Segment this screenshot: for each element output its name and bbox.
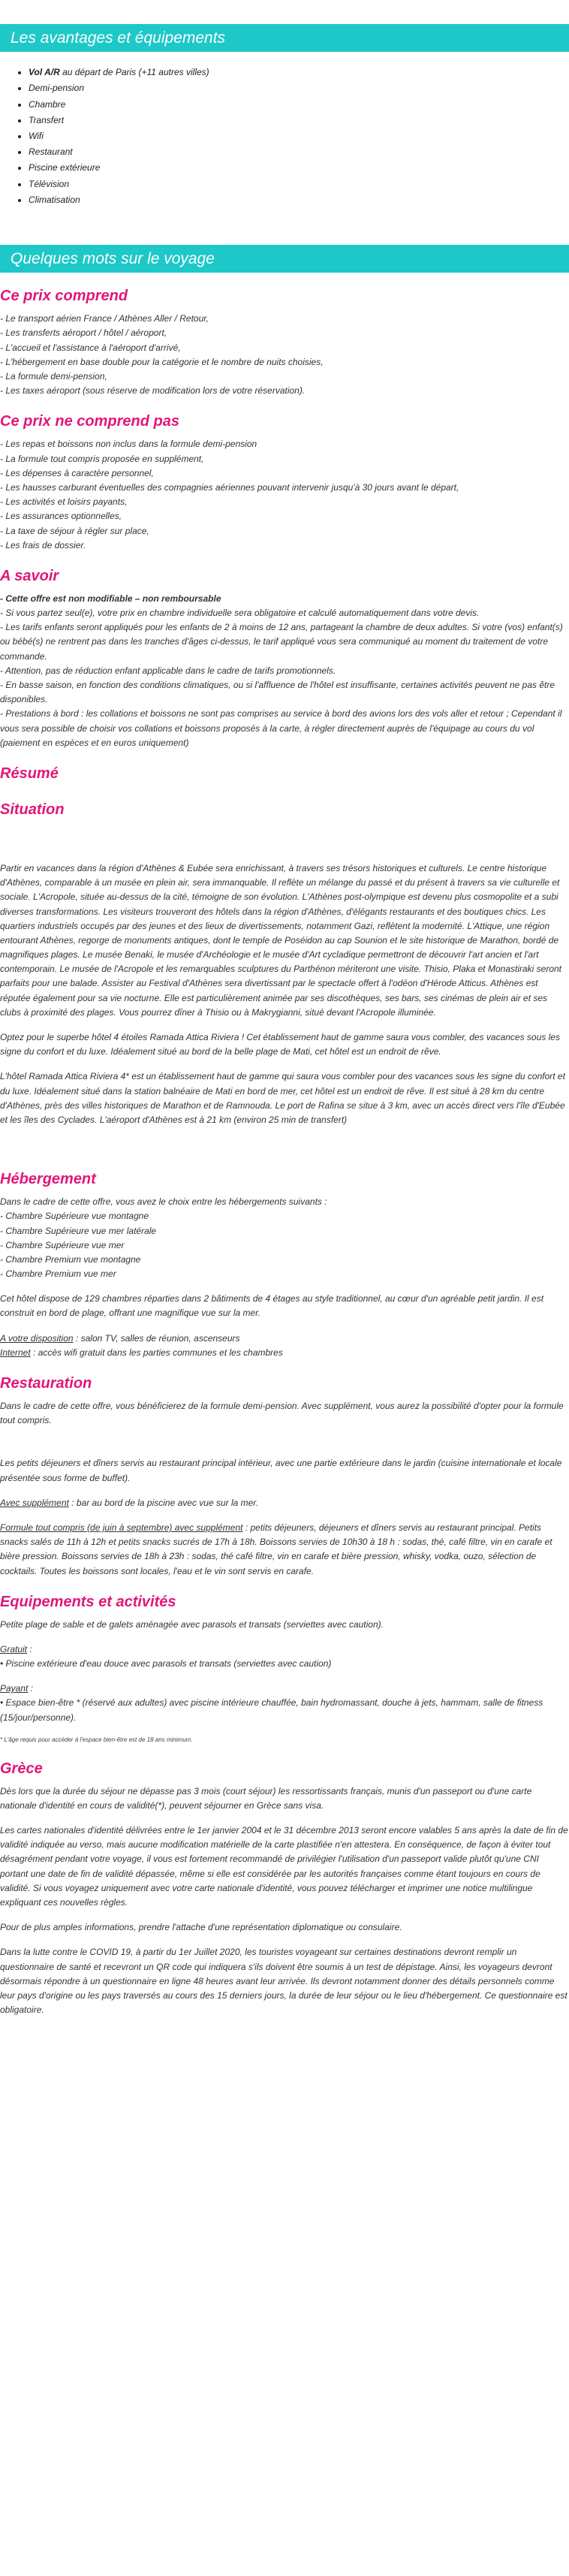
age-note: * L'âge requis pour accéder à l'espace bien-être est de 18 ans minimum. [0,1736,193,1743]
spacer [0,1138,569,1156]
feature-item [29,65,569,80]
heading-grece: Grèce [0,1760,43,1777]
supplement-text: : bar au bord de la piscine avec vue sur la mer. [68,1497,259,1508]
payant-label: Payant [0,1683,29,1694]
heading-a-savoir: A savoir [0,567,59,584]
grece-paragraph-1: Dès lors que la durée du séjour ne dépasse pas 3 mois (court séjour) les ressortissants français, munis d'un passeport ou d'une carte nationale d'identité en cours de validité(*), peuvent séjourner en Grèce sans visa. [0,1785,532,1811]
list-line: - Les assurances optionnelles, [0,511,122,522]
restauration-paragraph-2: Les petits déjeuners et dîners servis au restaurant principal intérieur, avec une partie extérieure dans le jardin (cuisine internationale et locale présentée sous forme de buffet). [0,1458,562,1483]
formule-label: Formule tout compris (de juin à septembre) avec supplément [0,1522,243,1533]
hebergement-paragraph: Cet hôtel dispose de 129 chambres réparties dans 2 bâtiments de 4 étages au style traditionnel, au cœur d'un agréable petit jardin. Il est construit en bord de plage, offrant une magnifique vue sur la mer. [0,1293,544,1319]
heading-equipements: Equipements et activités [0,1593,176,1610]
list-line: - La formule demi-pension, [0,371,107,382]
disposition-label: A votre disposition [0,1332,74,1344]
internet-text: : accès wifi gratuit dans les parties communes et les chambres [30,1347,283,1358]
list-line: - Chambre Supérieure vue mer [0,1239,125,1250]
heading-resume: Résumé [0,765,59,782]
situation-paragraph-3: L'hôtel Ramada Attica Riviera 4* est un établissement haut de gamme qui saura vous combler pour des vacances sous les signe du confort et du luxe. Idéalement situé dans la station balnéaire de Mati en bord de mer, cet hôtel est un endroit de rêve. Il est situé à 28 km du centre d'Athènes, près des villes historiques de Marathon et de Ramnouda. Le port de Rafina se situe à 3 km, avec un accès direct vers l'île d'Eubée et les îles des Cyclades. L'aéroport d'Athènes est à 21 km (environ 25 min de transfert) [0,1071,565,1125]
payant-item: • Espace bien-être * (réservé aux adultes) avec piscine intérieure chauffée, bain hydromassant, douche à jets, hammam, salle de fitness (15/jour/personne). [0,1697,543,1723]
hebergement-internet [0,1346,569,1360]
equipements-intro: Petite plage de sable et de galets aménagée avec parasols et transats (serviettes avec caution). [0,1618,384,1630]
features-list [0,65,569,207]
disposition-text: : salon TV, salles de réunion, ascenseurs [73,1332,240,1344]
list-line: - Le transport aérien France / Athènes Aller / Retour, [0,313,209,324]
list-line: - Les frais de dossier. [0,539,86,550]
list-line: - Chambre Supérieure vue montagne [0,1211,149,1222]
list-line: - L'accueil et l'assistance à l'aéroport d'arrivé, [0,342,181,353]
hebergement-intro: Dans le cadre de cette offre, vous avez le choix entre les hébergements suivants : [0,1196,327,1208]
section-banner-quelques-mots: Quelques mots sur le voyage [0,245,569,273]
a-savoir-bold-line: - Cette offre est non modifiable – non remboursable [0,593,221,604]
payant-heading: Payant : [0,1683,34,1694]
section-banner-avantages: Les avantages et équipements [0,24,569,52]
heading-restauration: Restauration [0,1375,92,1392]
feature-item: • Chambre [29,98,569,112]
internet-label: Internet [0,1347,31,1358]
hebergement-list [0,1209,569,1281]
grece-paragraph-2: Les cartes nationales d'identité délivrées entre le 1er janvier 2004 et le 31 décembre 2013 seront encore valables 5 ans après la date de fin de validité indiquée au verso, mais aucune modification matérielle de la carte plastifiée n'en attestera. En conséquence, de façon à éviter tout désagrément pendant votre voyage, il vous est fortement recommandé de privilégier l'utilisation d'un passeport valide plutôt qu'une CNI portant une date de fin de validité dépassée, même si elle est considérée par les autorités françaises comme étant toujours en cours de validité. Si vous voyagez uniquement avec votre carte nationale d'identité, vous pouvez télécharger et imprimer une notice multilingue expliquant ces nouvelles règles. [0,1825,568,1908]
feature-item-bold: Vol A/R [29,67,60,78]
spacer [0,825,569,861]
list-line: - Les activités et loisirs payants, [0,496,128,508]
feature-item: • Climatisation [29,193,569,207]
gratuit-item: • Piscine extérieure d'eau douce avec parasols et transats (serviettes avec caution) [0,1658,332,1670]
situation-paragraph-2: Optez pour le superbe hôtel 4 étoiles Ramada Attica Riviera ! Cet établissement haut de gamme saura vous combler, des vacances sous les signe du confort et du luxe. Idéalement situé au bord de la belle plage de Mati, cet hôtel est un endroit de rêve. [0,1032,560,1057]
list-line: - Chambre Supérieure vue mer latérale [0,1225,157,1236]
a-savoir-text: - Si vous partez seul(e), votre prix en chambre individuelle sera obligatoire et calculé automatiquement dans votre devis. - Les tarifs enfants seront appliqués pour les enfants de 2 à moins de 12 ans, partageant la chambre de deux adultes. Si votre (vos) enfant(s) ou bébé(s) ne rentrent pas dans les tranches d'âges ci-dessus, le tarif appliqué vous sera communiqué au moment du traitement de votre commande. - Attention, pas de réduction enfant applicable dans le cadre de tarifs promotionnels. - En basse saison, en fonction des conditions climatiques, ou si l'affluence de l'hôtel est insuffisante, certaines activités peuvent ne pas être disponibles. - Prestations à bord : les collations et boissons ne sont pas comprises au service à bord des avions lors des vols aller et retour ; Cependant il vous sera possible de choisir vos collations et boissons proposés à la carte, à régler directement auprès de l'équipage au cours du vol (paiement en espèces et en euros uniquement) [0,608,563,748]
feature-item-text: au départ de Paris (+11 autres villes) [59,67,209,78]
feature-item: • Demi-pension [29,81,569,95]
feature-item: • Transfert [29,113,569,128]
list-line: - Les repas et boissons non inclus dans la formule demi-pension [0,439,257,450]
restauration-supplement [0,1496,569,1510]
feature-item: • Piscine extérieure [29,161,569,175]
list-line: - La formule tout compris proposée en supplément, [0,453,204,464]
list-line: - Les hausses carburant éventuelles des compagnies aériennes pouvant intervenir jusqu'à 30 jours avant le départ, [0,481,459,493]
formule-text: : petits déjeuners, déjeuners et dîners servis au restaurant principal. Petits snacks salés de 11h à 12h et petits snacks sucrés de 17h à 18h. Boissons servies de 10h30 à 18 h : sodas, thé, café filtre, vin en carafe et bière pression. Boissons servies de 18h à 23h : sodas, thé café filtre, vin en carafe et bière pression, whisky, vodka, ouzo, sélection de cocktails. Toutes les boissons sont locales, l'eau et le vin sont servis en carafe. [0,1522,552,1576]
feature-item: • Télévision [29,177,569,192]
supplement-label: Avec supplément [0,1497,69,1508]
restauration-formule-tout-compris [0,1521,569,1579]
grece-paragraph-4: Dans la lutte contre le COVID 19, à partir du 1er Juillet 2020, les touristes voyageant sur certaines destinations devront remplir un questionnaire de santé et recevront un QR code qui indiquera s'ils doivent être soumis à un test de dépistage. Ainsi, les voyageurs devront désormais répondre à un questionnaire en ligne 48 heures avant leur arrivée. Ils devront notamment donner des détails personnels comme leur pays d'origine ou les pays traversés au cours des 15 derniers jours, la durée de leur séjour ou le lieu d'hébergement. Ce questionnaire est obligatoire. [0,1947,567,2016]
list-line: - Les taxes aéroport (sous réserve de modification lors de votre réservation). [0,385,306,397]
heading-situation: Situation [0,801,65,818]
list-line: - Chambre Premium vue mer [0,1268,116,1280]
feature-item: • Wifi [29,129,569,143]
feature-item: • Restaurant [29,145,569,159]
prix-ne-comprend-list [0,437,569,553]
list-line: - L'hébergement en base double pour la catégorie et le nombre de nuits choisies, [0,356,324,367]
restauration-paragraph-1: Dans le cadre de cette offre, vous bénéficierez de la formule demi-pension. Avec supplément, vous aurez la possibilité d'opter pour la formule tout compris. [0,1401,564,1426]
heading-prix-comprend: Ce prix comprend [0,288,128,305]
gratuit-heading: Gratuit : [0,1643,32,1654]
heading-prix-ne-comprend-pas: Ce prix ne comprend pas [0,413,179,430]
list-line: - Les transferts aéroport / hôtel / aéroport, [0,327,167,339]
list-line: - Les dépenses à caractère personnel, [0,467,154,478]
prix-comprend-list [0,312,569,398]
list-line: - La taxe de séjour à régler sur place, [0,525,149,536]
gratuit-label: Gratuit [0,1643,28,1654]
list-line: - Chambre Premium vue montagne [0,1253,141,1265]
heading-hebergement: Hébergement [0,1171,96,1188]
situation-paragraph-1: Partir en vacances dans la région d'Athènes & Eubée sera enrichissant, à travers ses trésors historiques et culturels. Le centre historique d'Athènes, comparable à un musée en plein air, sera immanquable. Il reflète un mélange du passé et du présent à travers sa vie culturelle et sociale. L'Acropole, située au-dessus de la cité, témoigne de son évolution. L'Athènes post-olympique est devenu plus cosmopolite et a subi diverses transformations. Les visiteurs trouveront des hôtels dans la région d'Athènes, d'élégants restaurants et des boutiques chics. Les quartiers industriels occupés par des jeunes et des lieux de divertissements, notamment Gazi, reflètent la modernité. L'Attique, une région entourant Athènes, regorge de monuments antiques, dont le temple de Poséidon au cap Sounion et le site historique de Marathon, bordé de magnifiques plages. Le musée Benaki, le musée d'Archéologie et le musée d'Art cycladique permettront de découvrir l'art ancien et l'art contemporain. Le musée de l'Acropole et les remarquables sculptures du Parthénon mériteront une visite. Thisio, Plaka et Monastiraki seront parfaits pour une balade. Assister au Festival d'Athènes sera divertissant par le spectacle offert à l'odéon d'Hérode Atticus. Athènes est réputée également pour sa vie nocturne. Elle est particulièrement animée par ses discothèques, ses bars, ses cinémas de plein air et ses clubs à proximité des plages. Vous pourrez dîner à Thisio ou à Makrygianni, situé devant l'Acropole illuminée. [0,862,562,1018]
spacer [0,1438,569,1456]
grece-paragraph-3: Pour de plus amples informations, prendre l'attache d'une représentation diplomatique ou consulaire. [0,1922,402,1933]
hebergement-disposition [0,1332,569,1346]
